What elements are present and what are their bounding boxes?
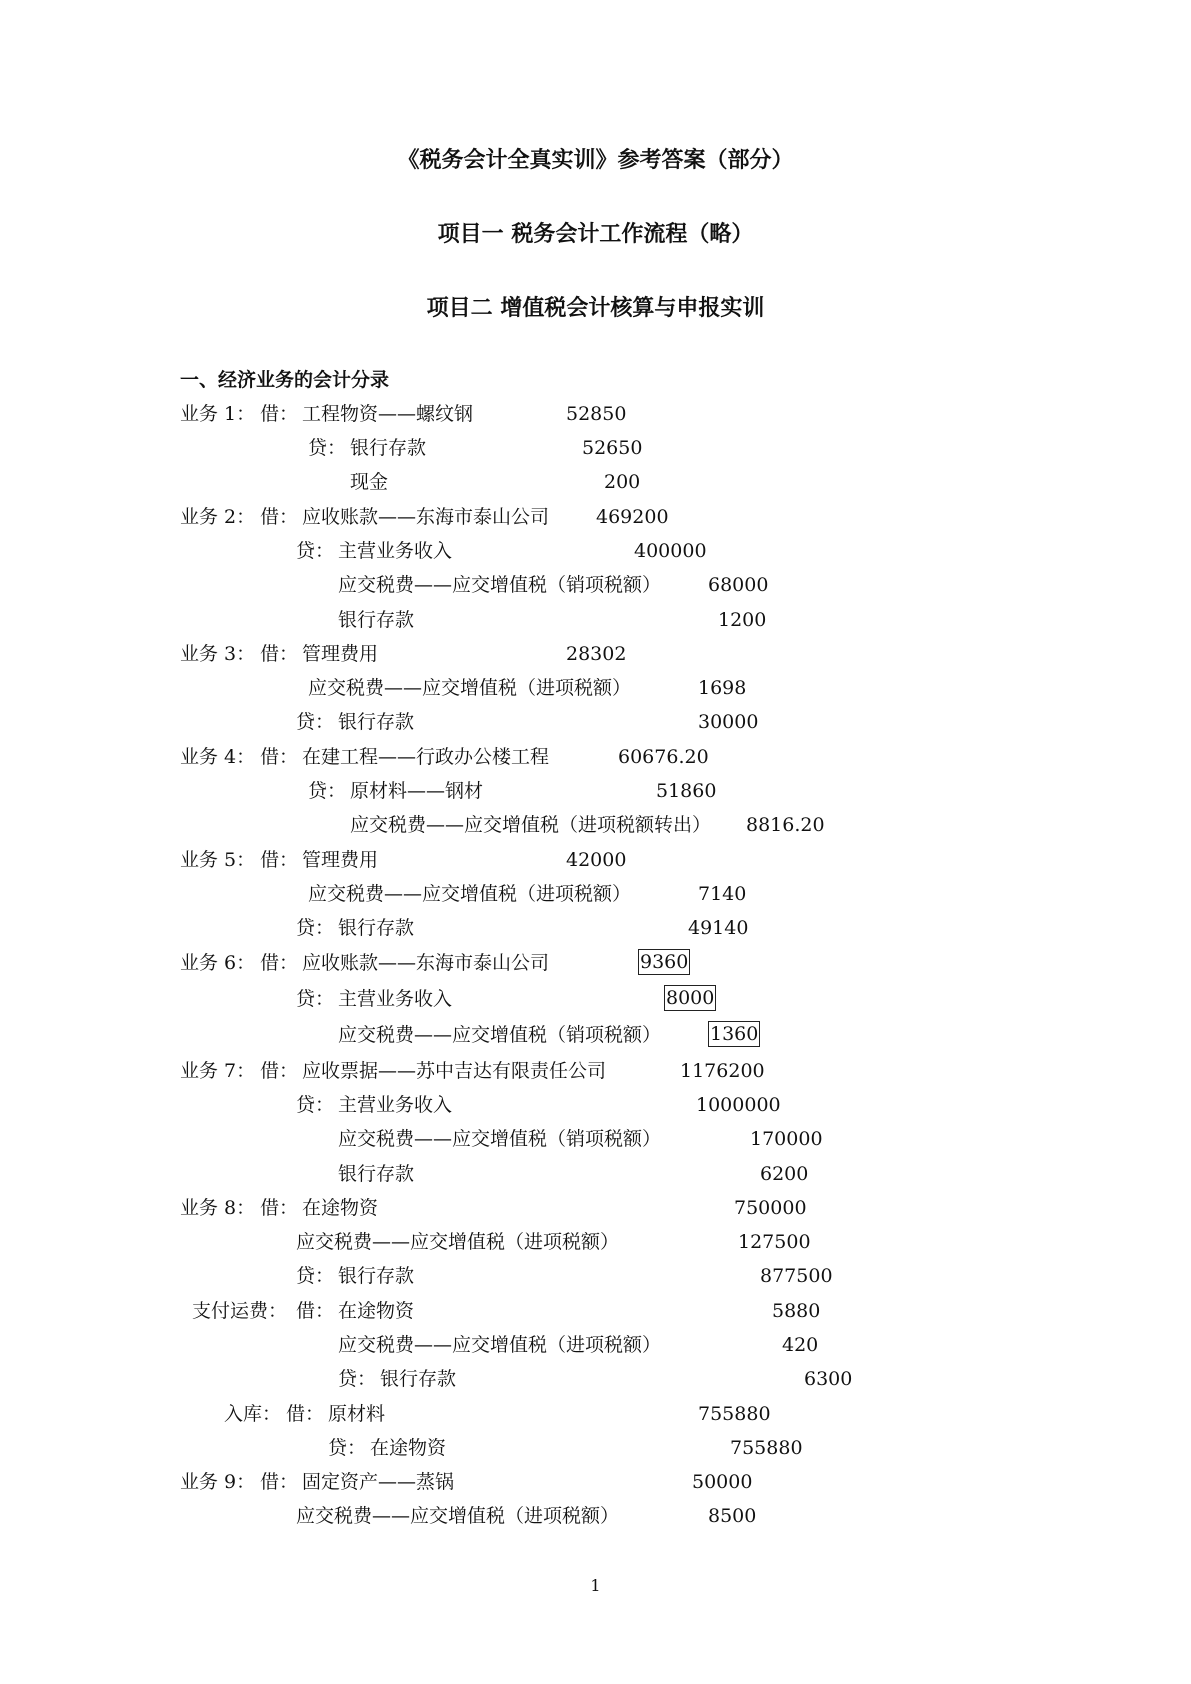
amount: 52650 xyxy=(582,437,643,459)
debit-credit-marker: 贷： xyxy=(296,540,335,562)
amount: 30000 xyxy=(698,711,759,733)
debit-credit-marker: 贷： xyxy=(296,988,335,1010)
account-name: 银行存款 xyxy=(380,1368,457,1390)
entry-line xyxy=(0,470,1191,498)
debit-credit-marker: 贷： xyxy=(328,1437,367,1459)
amount: 50000 xyxy=(692,1471,753,1493)
account-name: 在建工程——行政办公楼工程 xyxy=(302,746,550,768)
account-name: 在途物资 xyxy=(338,1300,415,1322)
page-number: 1 xyxy=(590,1576,601,1595)
entry-line xyxy=(0,1333,1191,1361)
amount: 1176200 xyxy=(680,1060,765,1082)
entry-line xyxy=(0,848,1191,876)
entry-line xyxy=(0,402,1191,430)
project-one-heading: 项目一 税务会计工作流程（略） xyxy=(437,221,754,247)
account-name: 银行存款 xyxy=(338,1265,415,1287)
entry-line xyxy=(0,436,1191,464)
debit-credit-marker: 贷： xyxy=(338,1368,377,1390)
amount: 200 xyxy=(604,471,641,493)
amount: 7140 xyxy=(698,883,747,905)
debit-credit-marker: 贷： xyxy=(308,437,347,459)
amount: 6300 xyxy=(804,1368,853,1390)
amount: 755880 xyxy=(698,1403,771,1425)
amount: 755880 xyxy=(730,1437,803,1459)
account-name: 应收票据——苏中吉达有限责任公司 xyxy=(302,1060,607,1082)
entry-line xyxy=(0,573,1191,601)
entry-label: 业务 6： xyxy=(180,952,256,974)
amount: 170000 xyxy=(750,1128,823,1150)
debit-credit-marker: 贷： xyxy=(296,1265,335,1287)
account-name: 主营业务收入 xyxy=(338,1094,453,1116)
document-title: 《税务会计全真实训》参考答案（部分） xyxy=(397,147,794,173)
amount: 49140 xyxy=(688,917,749,939)
amount: 8816.20 xyxy=(746,814,825,836)
entry-label: 业务 8： xyxy=(180,1197,256,1219)
account-name: 主营业务收入 xyxy=(338,988,453,1010)
entry-line xyxy=(0,1504,1191,1532)
account-name: 应交税费——应交增值税（进项税额） xyxy=(338,1334,662,1356)
amount: 1698 xyxy=(698,677,747,699)
account-name: 管理费用 xyxy=(302,849,379,871)
entry-line xyxy=(0,505,1191,533)
debit-credit-marker: 贷： xyxy=(308,780,347,802)
entry-line xyxy=(0,951,1191,979)
boxed-amount: 1360 xyxy=(710,1023,759,1045)
amount: 877500 xyxy=(760,1265,833,1287)
account-name: 应交税费——应交增值税（销项税额） xyxy=(338,1024,662,1046)
amount: 400000 xyxy=(634,540,707,562)
debit-credit-marker: 贷： xyxy=(296,711,335,733)
account-name: 工程物资——螺纹钢 xyxy=(302,403,474,425)
entry-line xyxy=(0,1162,1191,1190)
entry-label: 业务 4： xyxy=(180,746,256,768)
debit-credit-marker: 借： xyxy=(260,952,299,974)
amount: 469200 xyxy=(596,506,669,528)
entry-line xyxy=(0,1470,1191,1498)
amount: 6200 xyxy=(760,1163,809,1185)
amount: 60676.20 xyxy=(618,746,709,768)
debit-credit-marker: 借： xyxy=(260,643,299,665)
entry-label: 业务 5： xyxy=(180,849,256,871)
account-name: 在途物资 xyxy=(302,1197,379,1219)
amount: 28302 xyxy=(566,643,627,665)
entry-line xyxy=(0,1299,1191,1327)
entry-line xyxy=(0,1127,1191,1155)
debit-credit-marker: 借： xyxy=(260,1060,299,1082)
entry-line xyxy=(0,1230,1191,1258)
amount: 8500 xyxy=(708,1505,757,1527)
account-name: 现金 xyxy=(350,471,389,493)
entry-line xyxy=(0,916,1191,944)
debit-credit-marker: 借： xyxy=(260,506,299,528)
account-name: 银行存款 xyxy=(338,1163,415,1185)
account-name: 应收账款——东海市泰山公司 xyxy=(302,952,550,974)
entry-label: 业务 9： xyxy=(180,1471,256,1493)
project-two-heading: 项目二 增值税会计核算与申报实训 xyxy=(426,295,765,321)
account-name: 应交税费——应交增值税（进项税额） xyxy=(296,1231,620,1253)
debit-credit-marker: 借： xyxy=(260,403,299,425)
amount: 1200 xyxy=(718,609,767,631)
debit-credit-marker: 借： xyxy=(260,849,299,871)
entry-label: 入库： xyxy=(224,1403,282,1425)
entry-line xyxy=(0,1402,1191,1430)
entry-line xyxy=(0,539,1191,567)
entry-line xyxy=(0,1264,1191,1292)
account-name: 管理费用 xyxy=(302,643,379,665)
amount: 127500 xyxy=(738,1231,811,1253)
entry-line xyxy=(0,1196,1191,1224)
amount: 1000000 xyxy=(696,1094,781,1116)
entry-line xyxy=(0,608,1191,636)
entry-label: 支付运费： xyxy=(192,1300,288,1322)
entry-line xyxy=(0,745,1191,773)
amount: 52850 xyxy=(566,403,627,425)
entry-line xyxy=(0,882,1191,910)
entry-line xyxy=(0,1093,1191,1121)
entry-line xyxy=(0,1059,1191,1087)
account-name: 在途物资 xyxy=(370,1437,447,1459)
debit-credit-marker: 借： xyxy=(286,1403,325,1425)
account-name: 应交税费——应交增值税（进项税额转出） xyxy=(350,814,712,836)
debit-credit-marker: 借： xyxy=(260,746,299,768)
debit-credit-marker: 借： xyxy=(260,1471,299,1493)
entry-line xyxy=(0,710,1191,738)
entry-label: 业务 2： xyxy=(180,506,256,528)
account-name: 银行存款 xyxy=(338,609,415,631)
boxed-amount: 9360 xyxy=(640,951,689,973)
entry-line xyxy=(0,676,1191,704)
account-name: 固定资产——蒸锅 xyxy=(302,1471,455,1493)
account-name: 应交税费——应交增值税（进项税额） xyxy=(308,883,632,905)
entry-line xyxy=(0,1367,1191,1395)
entry-line xyxy=(0,987,1191,1015)
debit-credit-marker: 借： xyxy=(260,1197,299,1219)
section-heading: 一、经济业务的会计分录 xyxy=(180,369,390,391)
entry-label: 业务 3： xyxy=(180,643,256,665)
amount: 420 xyxy=(782,1334,819,1356)
account-name: 应收账款——东海市泰山公司 xyxy=(302,506,550,528)
account-name: 应交税费——应交增值税（进项税额） xyxy=(296,1505,620,1527)
entry-line xyxy=(0,813,1191,841)
entry-label: 业务 7： xyxy=(180,1060,256,1082)
amount: 51860 xyxy=(656,780,717,802)
amount: 68000 xyxy=(708,574,769,596)
entry-line xyxy=(0,1436,1191,1464)
account-name: 应交税费——应交增值税（销项税额） xyxy=(338,574,662,596)
account-name: 原材料——钢材 xyxy=(350,780,484,802)
debit-credit-marker: 借： xyxy=(296,1300,335,1322)
amount: 42000 xyxy=(566,849,627,871)
account-name: 应交税费——应交增值税（进项税额） xyxy=(308,677,632,699)
entry-line xyxy=(0,1023,1191,1051)
account-name: 银行存款 xyxy=(338,917,415,939)
account-name: 银行存款 xyxy=(338,711,415,733)
entry-line xyxy=(0,779,1191,807)
debit-credit-marker: 贷： xyxy=(296,1094,335,1116)
account-name: 银行存款 xyxy=(350,437,427,459)
boxed-amount: 8000 xyxy=(666,987,715,1009)
debit-credit-marker: 贷： xyxy=(296,917,335,939)
account-name: 主营业务收入 xyxy=(338,540,453,562)
entry-line xyxy=(0,642,1191,670)
account-name: 原材料 xyxy=(328,1403,386,1425)
account-name: 应交税费——应交增值税（销项税额） xyxy=(338,1128,662,1150)
entry-label: 业务 1： xyxy=(180,403,256,425)
amount: 5880 xyxy=(772,1300,821,1322)
amount: 750000 xyxy=(734,1197,807,1219)
